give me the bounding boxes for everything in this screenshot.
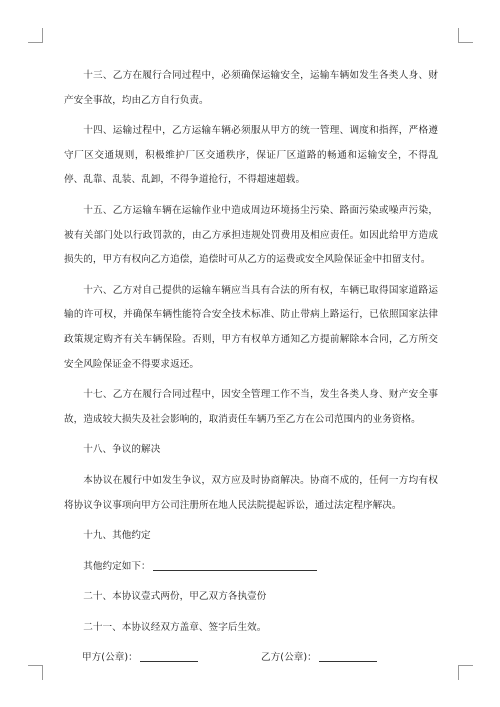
document-body — [64, 64, 438, 671]
clause-14: 十四、运输过程中，乙方运输车辆必须服从甲方的统一管理、调度和指挥，严格遵守厂区交通规则，积极维护厂区交通秩序，保证厂区道路的畅通和运输安全，不得乱停、乱靠、乱装、乱卸，不得争道抢行，不得超速超载。 — [64, 125, 438, 186]
clause-21: 二十一、本协议经双方盖章、签字后生效。 — [83, 621, 267, 633]
clause-16: 十六、乙方对自己提供的运输车辆应当具有合法的所有权，车辆已取得国家道路运输的许可权，并确保车辆性能符合安全技术标准、防止带病上路运行，已依照国家法律政策规定购齐有关车辆保险。否则，甲方有权单方通知乙方提前解除本合同，乙方所交安全风险保证金不得要求返还。 — [64, 284, 438, 370]
crop-mark-top-right — [458, 28, 473, 43]
clause-18-body: 本协议在履行中如发生争议，双方应及时协商解决。协商不成的，任何一方均有权将协议争议事项向甲方公司注册所在地人民法院提起诉讼，通过法定程序解决。 — [64, 474, 438, 511]
crop-mark-bottom-left — [28, 665, 43, 680]
clause-18-heading: 十八、争议的解决 — [83, 444, 161, 456]
other-agreement-blank[interactable] — [153, 559, 317, 571]
signature-row — [64, 646, 438, 671]
clause-19-heading: 十九、其他约定 — [83, 530, 151, 542]
clause-20: 二十、本协议壹式两份，甲乙双方各执壹份 — [83, 591, 267, 603]
party-b-blank[interactable] — [319, 650, 377, 662]
clause-15: 十五、乙方运输车辆在运输作业中造成周边环境扬尘污染、路面污染或噪声污染，被有关部门处以行政罚款的，由乙方承担违规处罚费用及相应责任。如因此给甲方造成损失的，甲方有权向乙方追偿，追偿时可从乙方的运费或安全风险保证金中扣留支付。 — [64, 204, 438, 266]
party-a-signature — [82, 646, 261, 671]
party-b-label: 乙方(公章)： — [261, 652, 317, 664]
other-agreement-line — [64, 555, 438, 580]
crop-mark-top-left — [28, 28, 43, 43]
crop-mark-bottom-right — [458, 665, 473, 680]
clause-13: 十三、乙方在履行合同过程中，必须确保运输安全，运输车辆如发生各类人身、财产安全事故，均由乙方自行负责。 — [64, 70, 438, 106]
party-b-signature — [261, 646, 377, 671]
clause-17: 十七、乙方在履行合同过程中，因安全管理工作不当，发生各类人身、财产安全事故，造成较大损失及社会影响的，取消责任车辆乃至乙方在公司范围内的业务资格。 — [64, 389, 438, 425]
other-agreement-label: 其他约定如下： — [83, 560, 151, 572]
party-a-label: 甲方(公章)： — [82, 652, 138, 664]
party-a-blank[interactable] — [140, 650, 198, 662]
